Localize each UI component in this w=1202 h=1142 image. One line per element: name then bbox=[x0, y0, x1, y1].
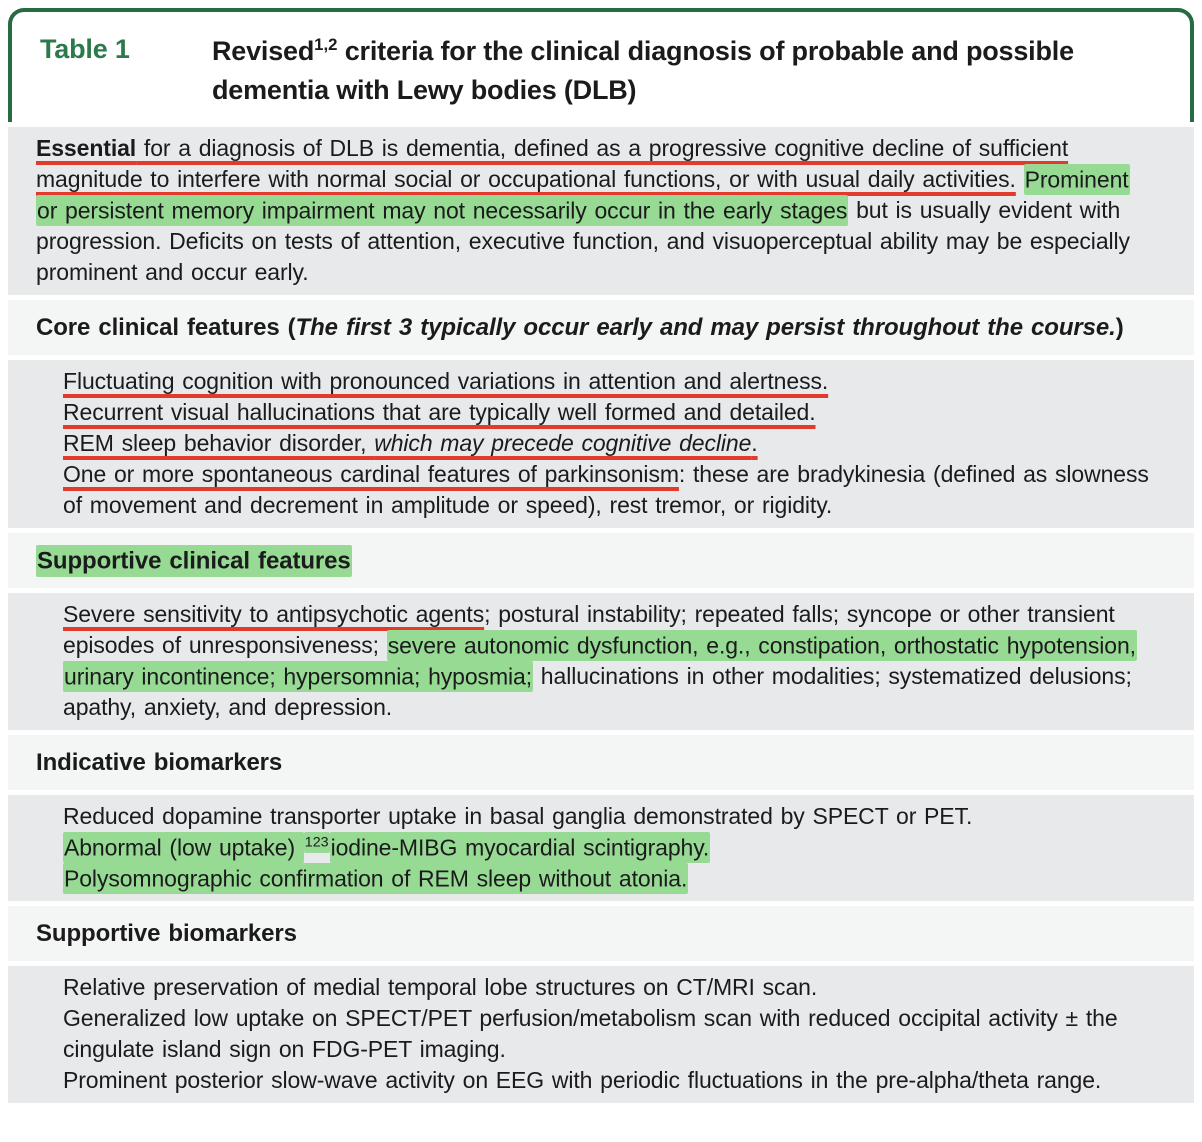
text-segment: but is usually evident with progression. Deficits on tests of attention, executive function, and visuoperceptual ability may be especially prominent and occur early. bbox=[36, 197, 1130, 285]
red-underlined-text: . bbox=[751, 430, 758, 456]
red-underlined-text: for a diagnosis of DLB is dementia, defined as a progressive cognitive decline of sufficient magnitude to interfere with normal social or occupational functions, or with usual daily activities. bbox=[36, 135, 1069, 192]
table-title-box bbox=[8, 8, 1194, 122]
table-paragraph bbox=[63, 397, 1154, 428]
text-segment: ; postural instability; repeated falls; syncope or other transient episodes of unresponsiveness; bbox=[63, 601, 1115, 658]
table-paragraph bbox=[63, 863, 1154, 894]
red-underlined-text: Fluctuating cognition with pronounced variations in attention and alertness. bbox=[63, 368, 829, 394]
text-segment bbox=[1016, 166, 1024, 192]
highlighted-text: Polysomnographic confirmation of REM sleep without atonia. bbox=[63, 863, 688, 894]
table-paragraph bbox=[63, 599, 1154, 723]
core-clinical-features-header bbox=[8, 300, 1194, 355]
red-underlined-text: which may precede cognitive decline bbox=[374, 430, 752, 456]
table-number-label: Table 1 bbox=[40, 34, 130, 64]
text-segment: Prominent posterior slow-wave activity on EEG with periodic fluctuations in the pre-alpha/theta range. bbox=[63, 1067, 1102, 1093]
highlighted-text: Prominent or persistent memory impairment may not necessarily occur in the early stages bbox=[36, 164, 1130, 226]
supportive-biomarkers-list bbox=[8, 966, 1194, 1103]
table-paragraph bbox=[63, 972, 1154, 1003]
highlighted-text: Abnormal (low uptake) bbox=[63, 832, 304, 863]
table-paragraph bbox=[36, 133, 1154, 288]
supportive-clinical-features-header bbox=[8, 533, 1194, 588]
section-heading bbox=[36, 747, 1154, 778]
table-paragraph bbox=[63, 428, 1154, 459]
table-paragraph bbox=[63, 366, 1154, 397]
text-segment: : these are bradykinesia (defined as slowness of movement and decrement in amplitude or speed), rest tremor, or rigidity. bbox=[63, 461, 1149, 518]
text-segment: criteria for the clinical diagnosis of probable and possible dementia with Lewy bodies (DLB) bbox=[212, 36, 1074, 105]
essential-criteria bbox=[8, 127, 1194, 295]
table-body bbox=[8, 127, 1194, 1103]
table-paragraph bbox=[63, 832, 1154, 863]
text-segment: The first 3 typically occur early and may persist throughout the course. bbox=[295, 314, 1116, 341]
table-paragraph bbox=[63, 801, 1154, 832]
core-clinical-features-list bbox=[8, 360, 1194, 528]
text-segment: hallucinations in other modalities; systematized delusions; apathy, anxiety, and depression. bbox=[63, 663, 1132, 720]
red-underlined-text: Severe sensitivity to antipsychotic agents bbox=[63, 601, 485, 627]
highlighted-text: 123 bbox=[304, 832, 330, 853]
red-underlined-text: One or more spontaneous cardinal features of parkinsonism bbox=[63, 461, 679, 487]
section-heading bbox=[36, 918, 1154, 949]
table-paragraph bbox=[63, 459, 1154, 521]
section-heading bbox=[36, 312, 1154, 343]
red-underlined-text: REM sleep behavior disorder, bbox=[63, 430, 375, 456]
text-segment: Relative preservation of medial temporal lobe structures on CT/MRI scan. bbox=[63, 974, 818, 1000]
table-title bbox=[212, 32, 1144, 110]
section-heading bbox=[36, 545, 1154, 576]
supportive-clinical-features-list bbox=[8, 593, 1194, 730]
text-segment: Reduced dopamine transporter uptake in basal ganglia demonstrated by SPECT or PET. bbox=[63, 803, 973, 829]
text-segment: Indicative biomarkers bbox=[36, 749, 283, 776]
indicative-biomarkers-header bbox=[8, 735, 1194, 790]
highlighted-text: Supportive clinical features bbox=[36, 545, 352, 577]
text-segment: Supportive biomarkers bbox=[36, 920, 297, 947]
red-underlined-text: Recurrent visual hallucinations that are typically well formed and detailed. bbox=[63, 399, 816, 425]
table-paragraph bbox=[63, 1003, 1154, 1065]
red-underlined-text: Essential bbox=[36, 135, 137, 161]
supportive-biomarkers-header bbox=[8, 906, 1194, 961]
highlighted-text: iodine-MIBG myocardial scintigraphy. bbox=[330, 832, 711, 863]
text-segment: ) bbox=[1115, 314, 1124, 341]
text-segment: Core clinical features ( bbox=[36, 314, 296, 341]
text-segment: Generalized low uptake on SPECT/PET perfusion/metabolism scan with reduced occipital activity ± the cingulate island sign on FDG-PET imaging. bbox=[63, 1005, 1118, 1062]
highlighted-text: severe autonomic dysfunction, e.g., constipation, orthostatic hypotension, urinary incontinence; hypersomnia; hyposmia; bbox=[63, 630, 1137, 692]
superscript-text: 1,2 bbox=[314, 35, 338, 54]
indicative-biomarkers-list bbox=[8, 795, 1194, 901]
text-segment: Revised bbox=[212, 36, 315, 66]
table-paragraph bbox=[63, 1065, 1154, 1096]
